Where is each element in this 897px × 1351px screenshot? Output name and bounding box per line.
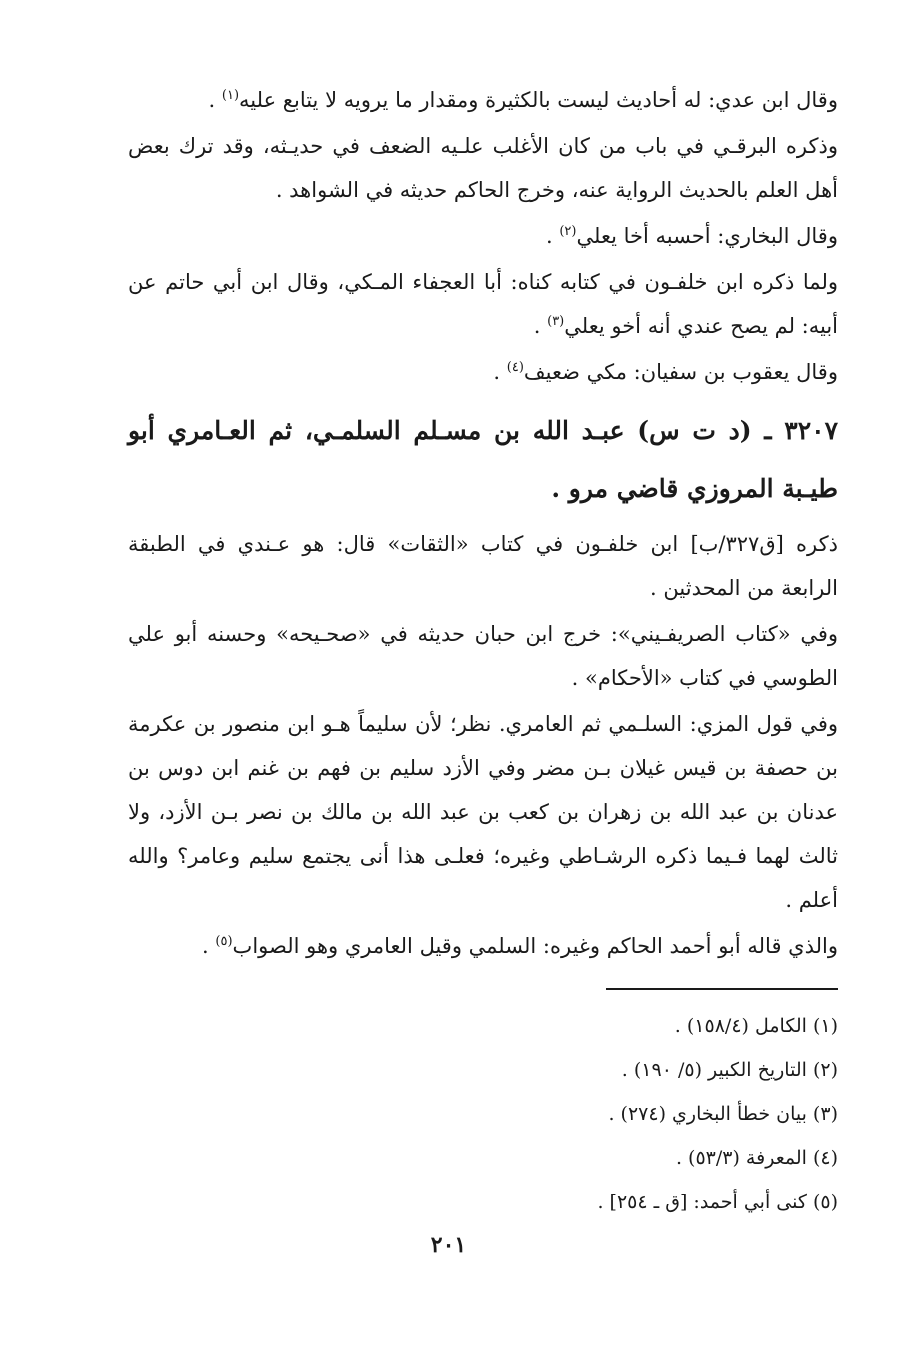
footnote-divider	[606, 988, 838, 990]
paragraph-tail: .	[202, 934, 216, 958]
paragraph-text: وذكره البرقـي في باب من كان الأغلب علـيه الضعف في حديـثه، وقد ترك بعض أهل العلم بالحديث الرواية عنه، وخرج الحاكم حديثه في الشواهد .	[128, 134, 838, 202]
paragraph-tail: .	[493, 360, 507, 384]
footnote-ref-4[interactable]: (٤)	[506, 360, 524, 375]
footnote-ref-5[interactable]: (٥)	[215, 934, 233, 949]
paragraph-text: وقال يعقوب بن سفيان: مكي ضعيف	[523, 360, 838, 384]
paragraph-text: وفي «كتاب الصريفـيني»: خرج ابن حبان حديثه في «صحـيحه» وحسنه أبو علي الطوسي في كتاب «الأحكام» .	[128, 622, 838, 690]
paragraph-ibn-khalfun	[128, 260, 838, 348]
footnote-1: (١) الكامل (١٥٨/٤) .	[674, 1015, 838, 1037]
footnote-ref-1[interactable]: (١)	[221, 88, 240, 103]
paragraph-bukhari	[128, 214, 838, 258]
page-number: ٢٠١	[430, 1232, 467, 1258]
paragraph-text: وقال البخاري: أحسبه أخا يعلي	[576, 224, 838, 248]
paragraph-sarifini	[128, 612, 838, 700]
paragraph-abu-ahmad	[128, 924, 838, 968]
footnote-ref-2[interactable]: (٢)	[559, 224, 577, 239]
paragraph-yaqub	[128, 350, 838, 394]
footnote-4: (٤) المعرفة (٥٣/٣) .	[675, 1147, 838, 1169]
paragraph-text: ذكره [ق٣٢٧/ب] ابن خلفـون في كتاب «الثقات» قال: هو عـندي في الطبقة الرابعة من المحدثين .	[128, 532, 838, 600]
paragraph-text: وقال ابن عدي: له أحاديث ليست بالكثيرة ومقدار ما يرويه لا يتابع عليه	[239, 88, 838, 112]
page-body	[128, 78, 838, 1224]
paragraph-text: وفي قول المزي: السلـمي ثم العامري. نظر؛ لأن سليماً هـو ابن منصور بن عكرمة بن حصفة بن قيس غيلان بـن مضر وفي الأزد سليم بن فهم بن غنم ابن دوس بن عدنان بن عبد الله بن زهران بن كعب بن عبد الله بن مالك بن نصر بـن الأزد، ولا ثالث لهما فـيما ذكره الرشـاطي وغيره؛ فعلـى هذا أنى يجتمع سليم وعامر؟ والله أعلم .	[128, 712, 838, 912]
footnote-ref-3[interactable]: (٣)	[547, 314, 565, 329]
paragraph-text: ولما ذكره ابن خلفـون في كتابه كناه: أبا العجفاء المـكي، وقال ابن أبي حاتم عن أبيه: لم يصح عندي أنه أخو يعلي	[128, 270, 838, 338]
entry-heading-3207: ٣٢٠٧ ـ (د ت س) عبـد الله بن مسـلم السلمـي، ثم العـامري أبو طيـبة المروزي قاضي مرو .	[128, 416, 838, 503]
paragraph-tail: .	[545, 224, 560, 248]
paragraph-tail: .	[533, 314, 548, 338]
footnotes-section	[128, 1004, 838, 1224]
paragraph-ibn-adi	[128, 78, 838, 122]
paragraph-barqi	[128, 124, 838, 212]
paragraph-thiqat	[128, 522, 838, 610]
footnote-2: (٢) التاريخ الكبير (٥/ ١٩٠) .	[621, 1059, 838, 1081]
paragraph-tail: .	[208, 88, 222, 112]
footnote-3: (٣) بيان خطأ البخاري (٢٧٤) .	[608, 1103, 838, 1125]
paragraph-mizzi	[128, 702, 838, 922]
footnote-5: (٥) كنى أبي أحمد: [ق ـ ٢٥٤] .	[597, 1191, 838, 1213]
paragraph-text: والذي قاله أبو أحمد الحاكم وغيره: السلمي وقيل العامري وهو الصواب	[232, 934, 838, 958]
